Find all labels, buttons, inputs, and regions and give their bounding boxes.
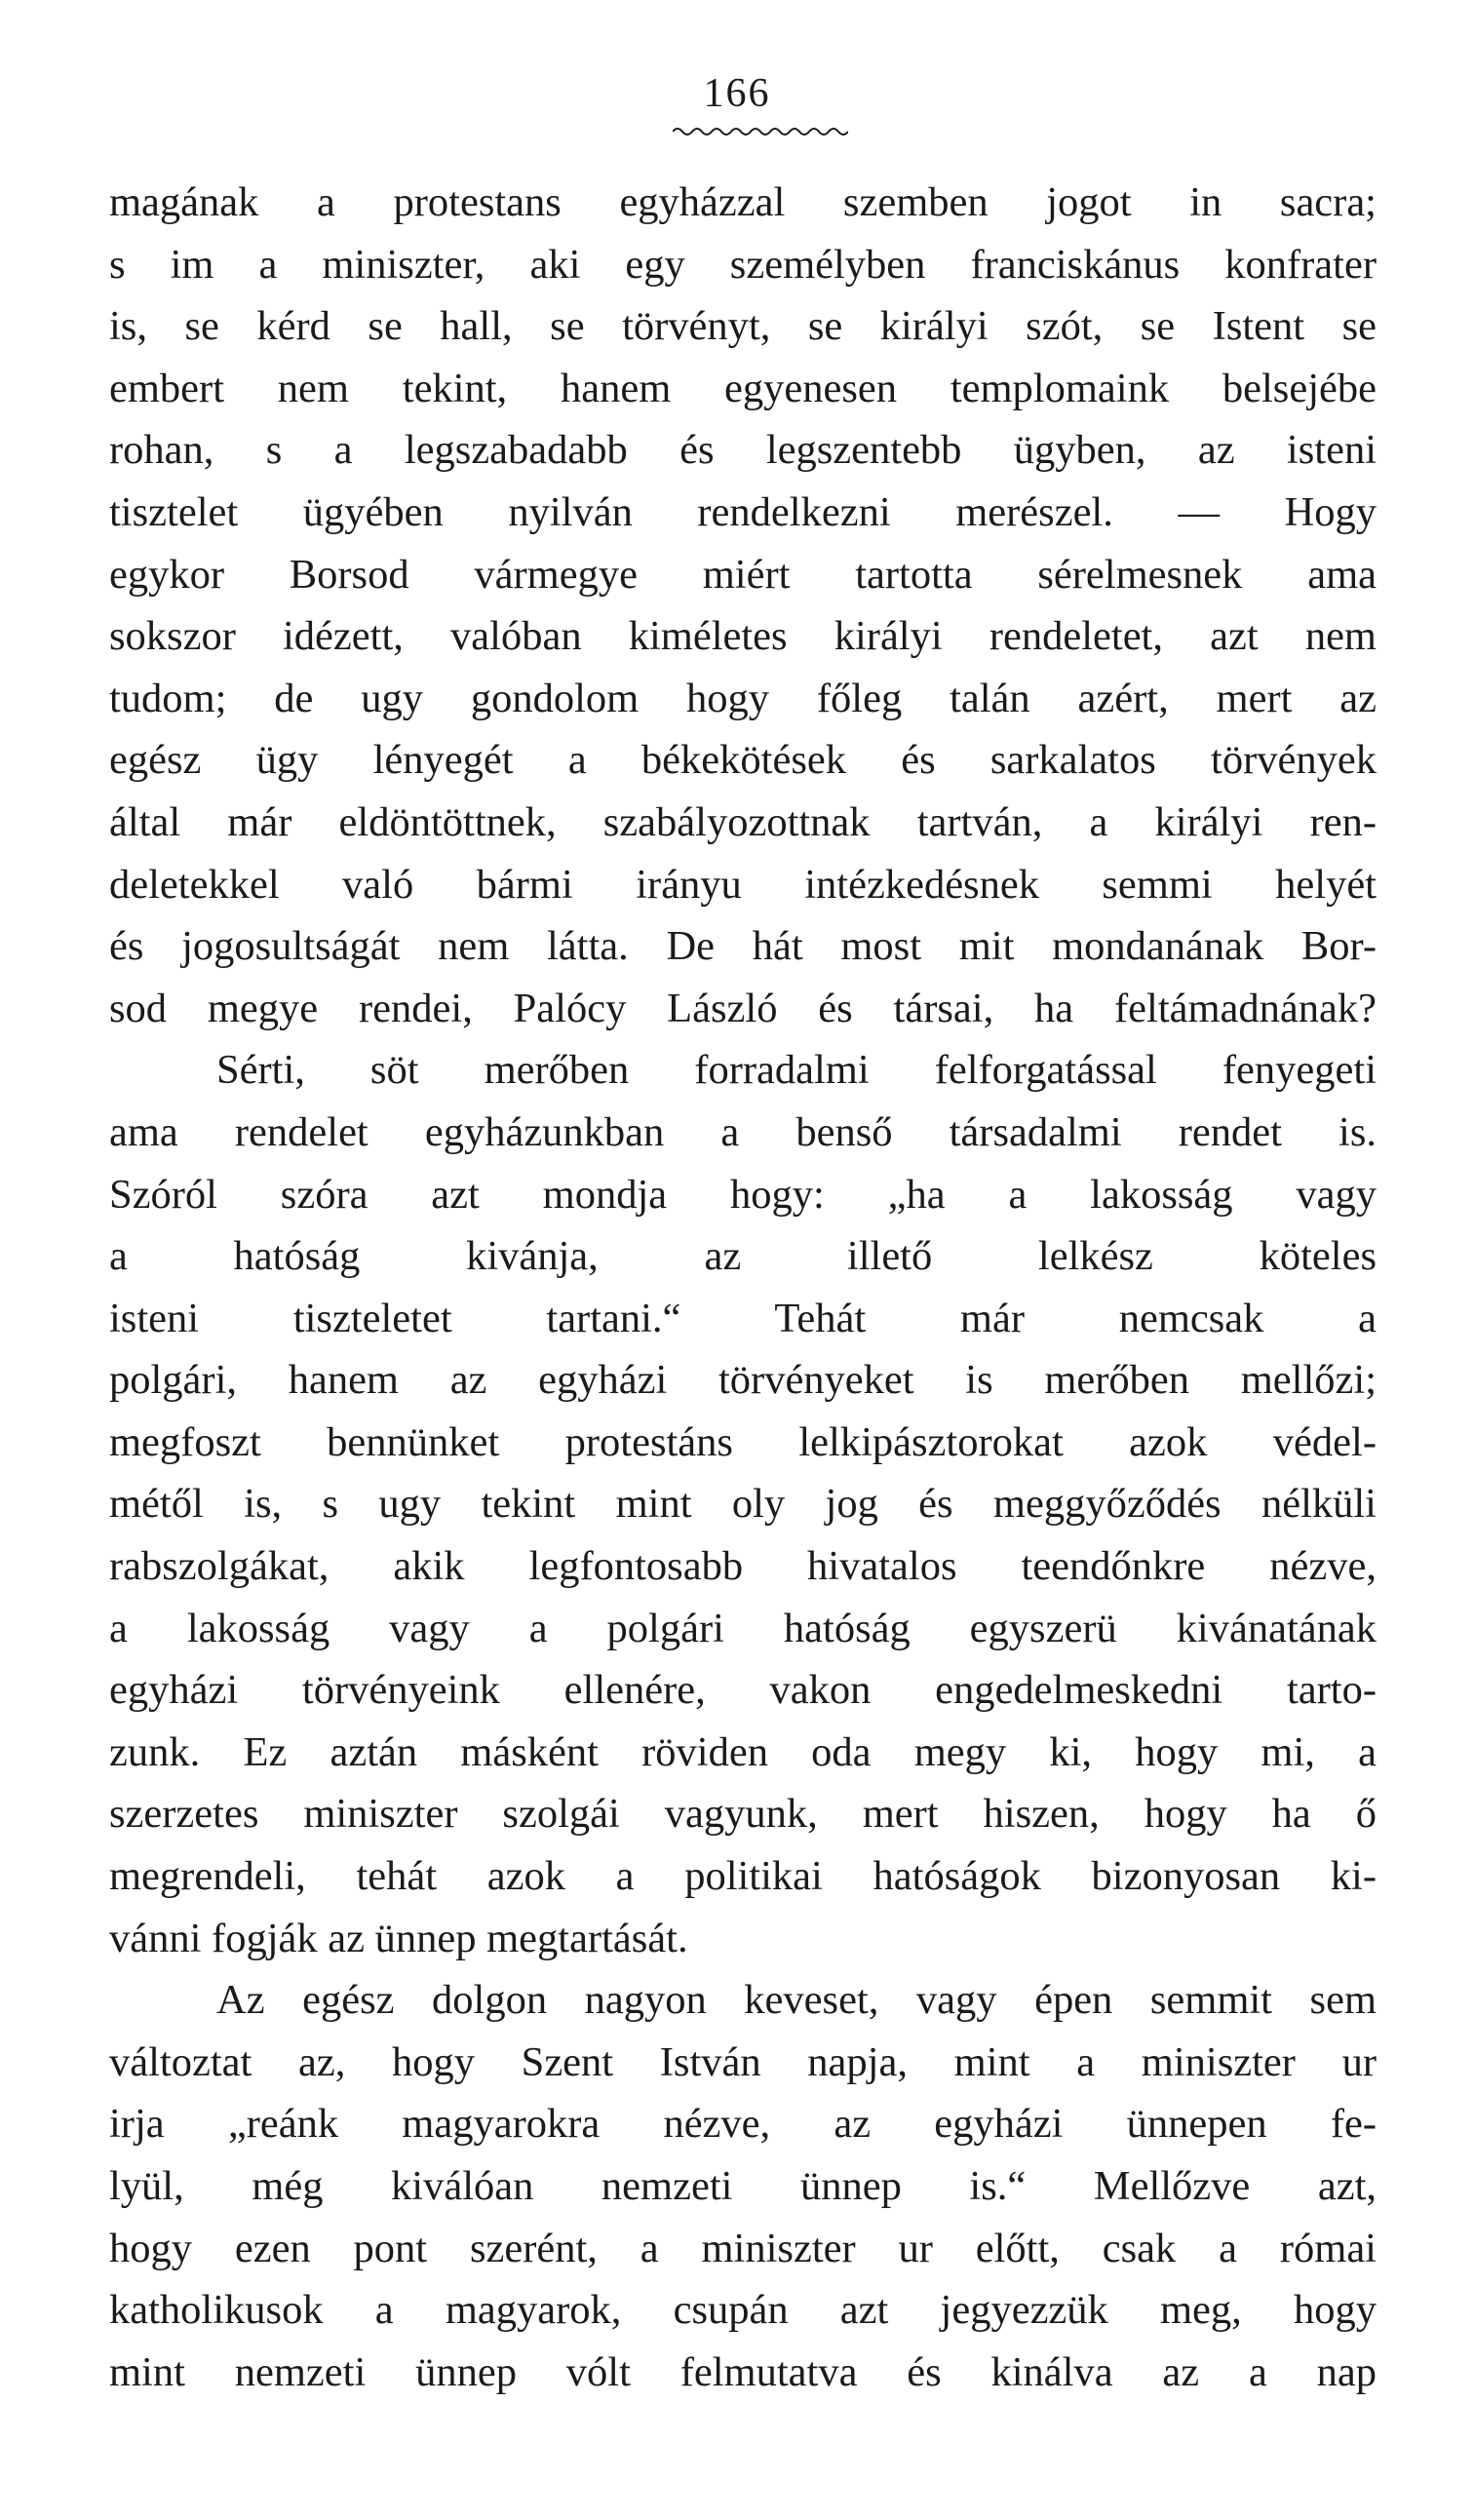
text-line: hogy ezen pont szerént, a miniszter ur előtt, csak a római: [109, 2225, 1377, 2271]
text-line: a hatóság kivánja, az illető lelkész köteles: [109, 1233, 1377, 1280]
text-line: rohan, s a legszabadabb és legszentebb ügyben, az isteni: [109, 427, 1377, 474]
text-line: embert nem tekint, hanem egyenesen templomaink belsejébe: [109, 365, 1377, 411]
text-line: magának a protestans egyházzal szemben jogot in sacra;: [109, 179, 1377, 225]
text-line: egykor Borsod vármegye miért tartotta sérelmesnek ama: [109, 551, 1377, 598]
text-line: deletekkel való bármi irányu intézkedésnek semmi helyét: [109, 861, 1377, 908]
text-line: zunk. Ez aztán másként röviden oda megy ki, hogy mi, a: [109, 1728, 1377, 1775]
text-line: ama rendelet egyházunkban a benső társadalmi rendet is.: [109, 1108, 1377, 1155]
text-line: megrendeli, tehát azok a politikai hatóságok bizonyosan ki-: [109, 1853, 1377, 1900]
text-line: Sérti, söt merőben forradalmi felforgatással fenyegeti: [216, 1047, 1377, 1094]
body-text: [109, 172, 1377, 2403]
page-number: 166: [703, 71, 771, 116]
text-line: polgári, hanem az egyházi törvényeket is merőben mellőzi;: [109, 1357, 1377, 1404]
text-line: sod megye rendei, Palócy László és társai, ha feltámadnának?: [109, 985, 1377, 1031]
text-line: megfoszt bennünket protestáns lelkipásztorokat azok védel-: [109, 1418, 1377, 1465]
text-line: sokszor idézett, valóban kiméletes királyi rendeletet, azt nem: [109, 613, 1377, 660]
text-line: és jogosultságát nem látta. De hát most mit mondanának Bor-: [109, 923, 1377, 970]
text-line: mint nemzeti ünnep vólt felmutatva és kinálva az a nap: [109, 2348, 1377, 2395]
wavy-rule-ornament: [673, 125, 848, 138]
text-line: Szóról szóra azt mondja hogy: „ha a lakosság vagy: [109, 1171, 1377, 1218]
text-line: isteni tiszteletet tartani.“ Tehát már nemcsak a: [109, 1295, 1377, 1341]
text-line: lyül, még kiválóan nemzeti ünnep is.“ Mellőzve azt,: [109, 2163, 1377, 2209]
text-line: egész ügy lényegét a békekötések és sarkalatos törvények: [109, 737, 1377, 784]
text-line: egyházi törvényeink ellenére, vakon engedelmeskedni tarto-: [109, 1667, 1377, 1714]
text-line: s im a miniszter, aki egy személyben franciskánus konfrater: [109, 241, 1377, 288]
text-line: szerzetes miniszter szolgái vagyunk, mert hiszen, hogy ha ő: [109, 1791, 1377, 1838]
text-line: is, se kérd se hall, se törvényt, se királyi szót, se Istent se: [109, 303, 1377, 350]
text-line: a lakosság vagy a polgári hatóság egyszerü kivánatának: [109, 1605, 1377, 1651]
text-line: Az egész dolgon nagyon keveset, vagy épen semmit sem: [216, 1977, 1377, 2024]
text-line: változtat az, hogy Szent István napja, mint a miniszter ur: [109, 2038, 1377, 2085]
text-line: irja „reánk magyarokra nézve, az egyházi ünnepen fe-: [109, 2101, 1377, 2148]
text-line: tudom; de ugy gondolom hogy főleg talán azért, mert az: [109, 675, 1377, 721]
text-line: rabszolgákat, akik legfontosabb hivatalos teendőnkre nézve,: [109, 1543, 1377, 1590]
text-line: tisztelet ügyében nyilván rendelkezni merészel. — Hogy: [109, 488, 1377, 535]
text-line: által már eldöntöttnek, szabályozottnak tartván, a királyi ren-: [109, 798, 1377, 845]
text-line: vánni fogják az ünnep megtartását.: [109, 1915, 688, 1961]
text-line: métől is, s ugy tekint mint oly jog és meggyőződés nélküli: [109, 1481, 1377, 1528]
text-line: katholikusok a magyarok, csupán azt jegyezzük meg, hogy: [109, 2287, 1377, 2334]
